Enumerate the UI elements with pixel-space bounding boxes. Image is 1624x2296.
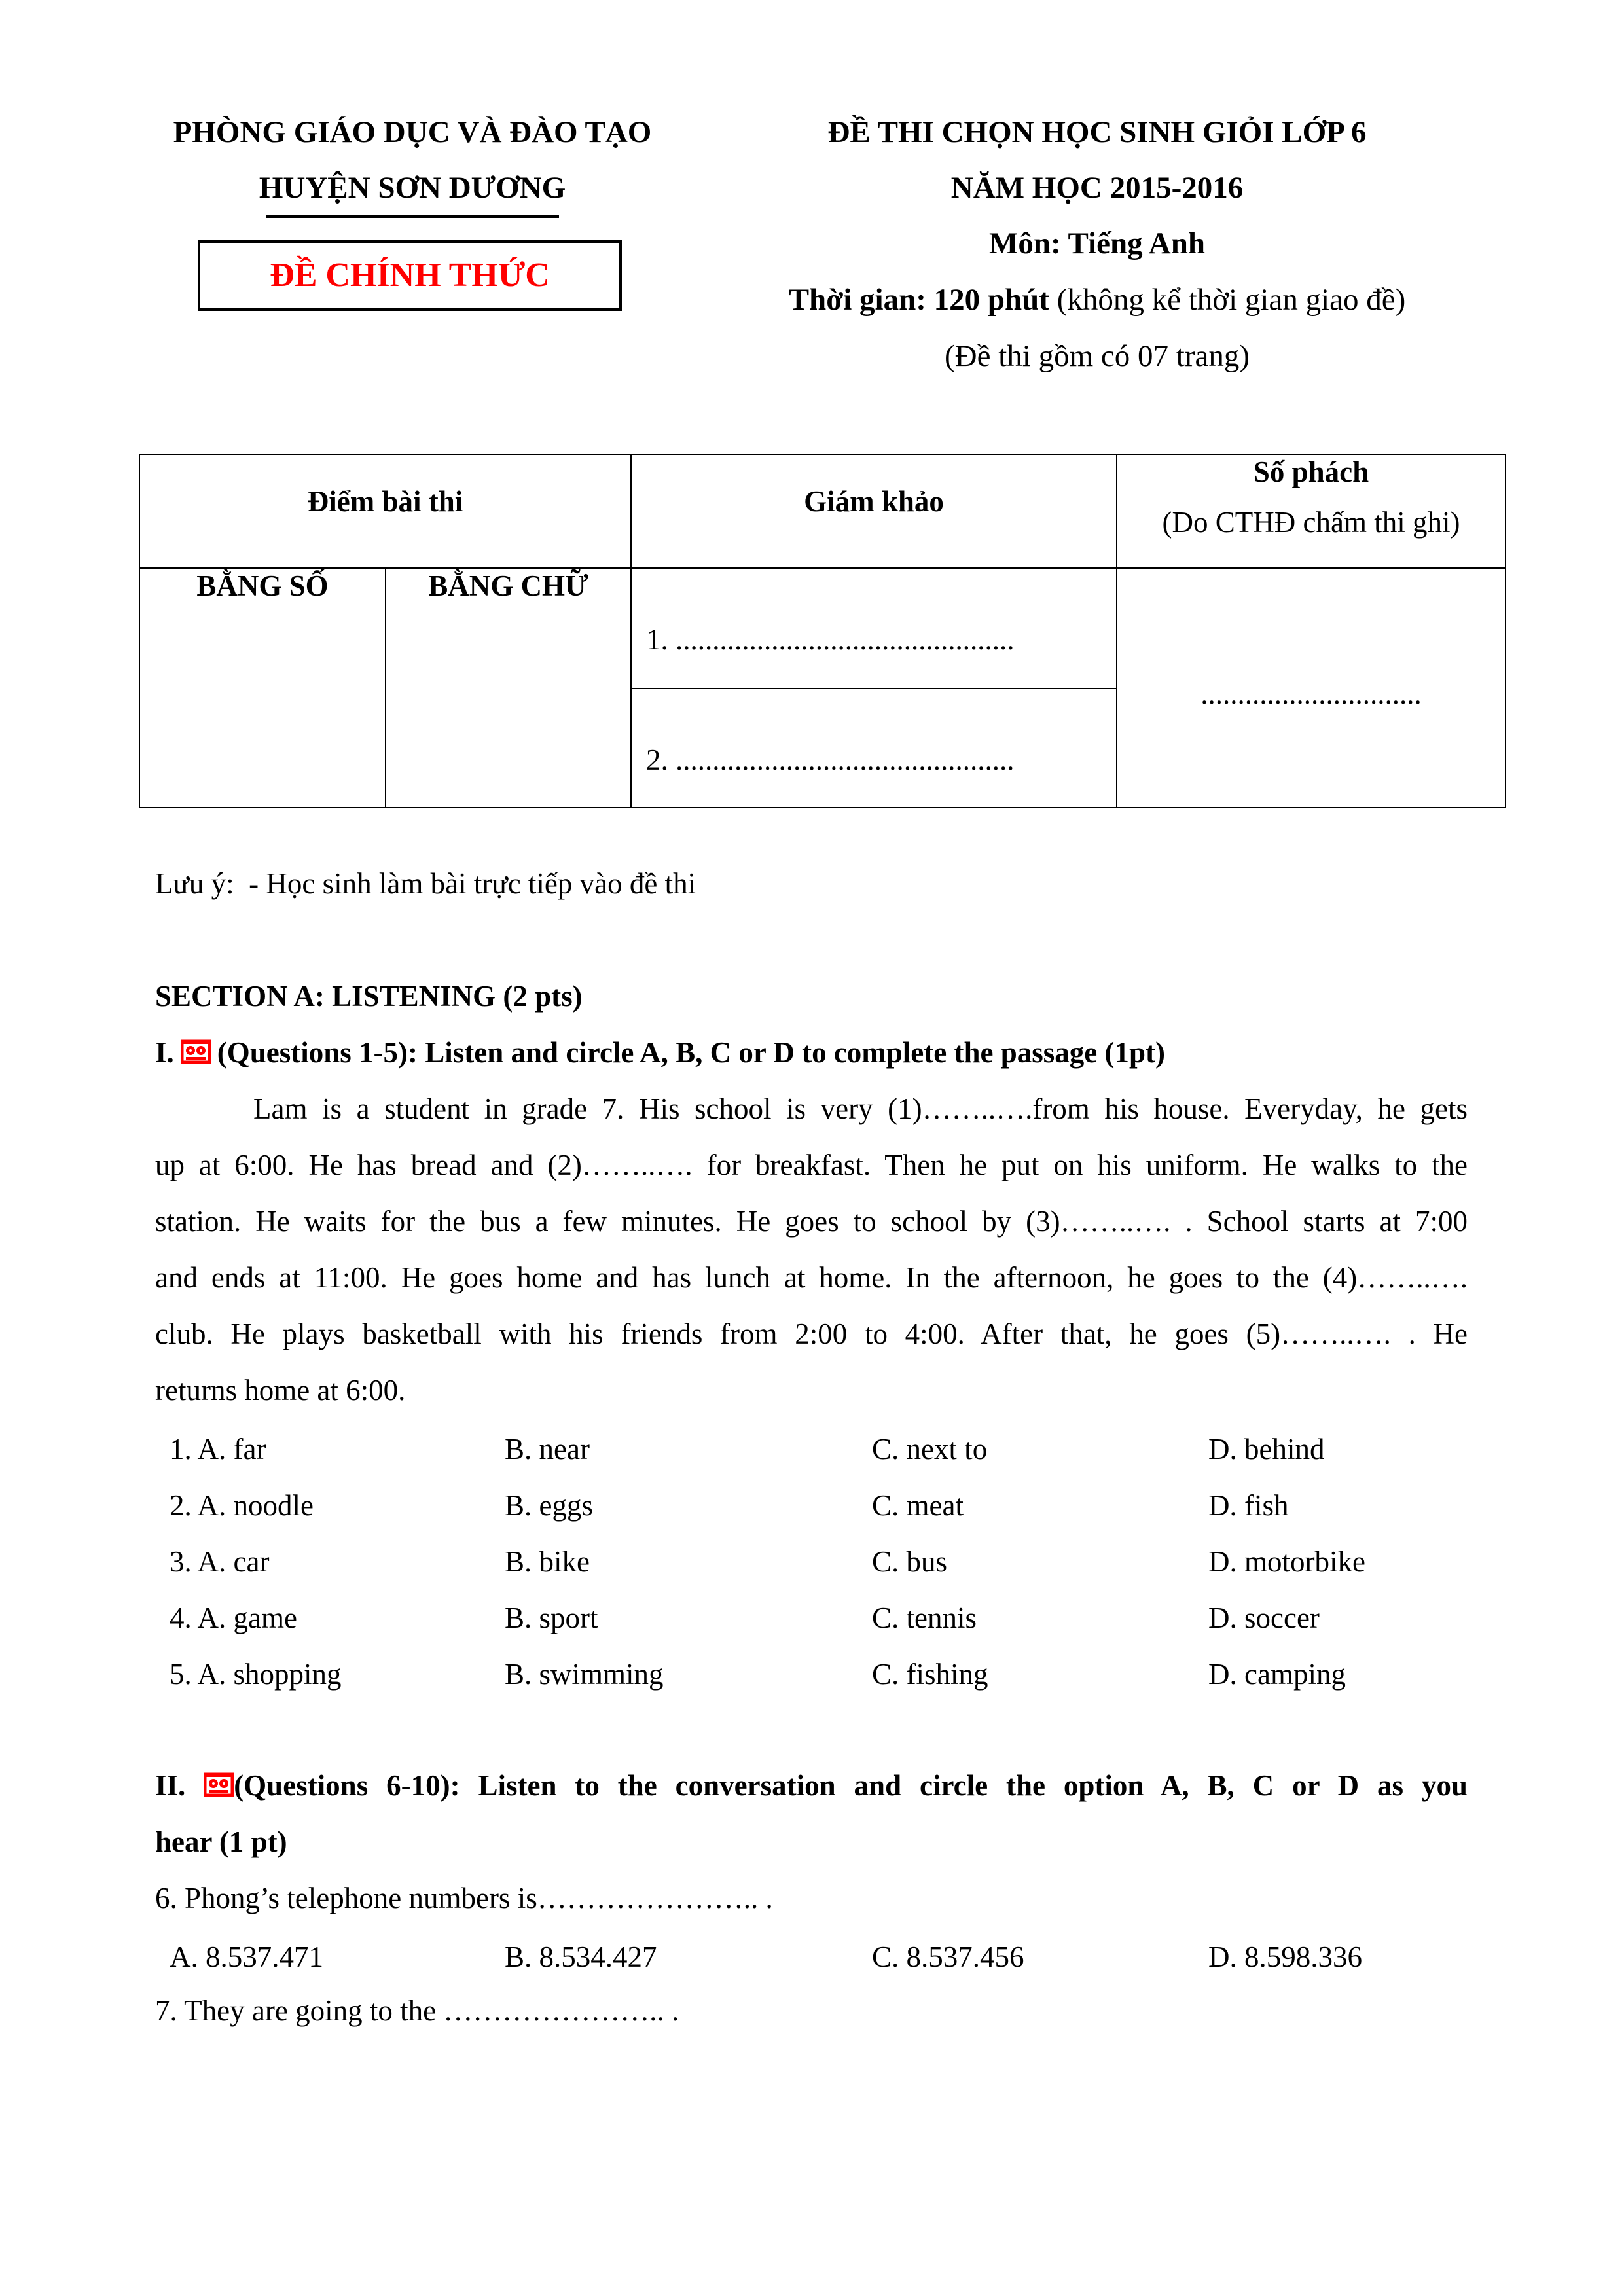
q6-option-d[interactable]: D. 8.598.336 <box>1208 1941 1362 1973</box>
official-stamp: ĐỀ CHÍNH THỨC <box>270 257 550 294</box>
q5-option-b[interactable]: B. swimming <box>505 1658 664 1691</box>
code-blank: .............................. <box>1200 677 1422 710</box>
score-header: Điểm bài thi <box>307 485 463 518</box>
q1-option-c[interactable]: C. next to <box>872 1433 988 1465</box>
q2-option-a[interactable]: 2. A. noodle <box>170 1489 314 1522</box>
note-text: - Học sinh làm bài trực tiếp vào đề thi <box>249 867 696 900</box>
exam-title: ĐỀ THI CHỌN HỌC SINH GIỎI LỚP 6 <box>827 115 1367 149</box>
examiner-1-row[interactable] <box>632 569 1116 689</box>
audio-cassette-icon <box>204 1772 234 1797</box>
time-label: Thời gian: 120 phút <box>788 283 1049 317</box>
q1-option-d[interactable]: D. behind <box>1208 1433 1325 1465</box>
section-a-title: SECTION A: LISTENING (2 pts) <box>155 980 583 1013</box>
q3-option-b[interactable]: B. bike <box>505 1545 590 1578</box>
part2-number: II. <box>155 1769 186 1802</box>
q5-option-d[interactable]: D. camping <box>1208 1658 1346 1691</box>
q4-option-a[interactable]: 4. A. game <box>170 1602 297 1634</box>
code-header-cell <box>1117 454 1506 568</box>
q2-option-d[interactable]: D. fish <box>1208 1489 1289 1522</box>
part2-instruction-line-2: hear (1 pt) <box>155 1825 287 1858</box>
examiner-header: Giám khảo <box>804 485 944 518</box>
examiner-header-cell <box>631 454 1117 568</box>
audio-cassette-icon <box>181 1039 211 1064</box>
examiner-cell <box>631 568 1117 808</box>
passage-line-1: Lam is a student in grade 7. His school is very (1)……..….from his house. Everyday, he gets <box>253 1092 1468 1125</box>
q5-option-c[interactable]: C. fishing <box>872 1658 988 1691</box>
code-cell[interactable] <box>1117 568 1506 808</box>
q3-option-d[interactable]: D. motorbike <box>1208 1545 1365 1578</box>
q2-option-c[interactable]: C. meat <box>872 1489 964 1522</box>
q4-option-b[interactable]: B. sport <box>505 1602 598 1634</box>
q2-option-b[interactable]: B. eggs <box>505 1489 593 1522</box>
part1-text: (Questions 1-5): Listen and circle A, B, C or D to complete the passage (1pt) <box>217 1036 1165 1069</box>
passage-line-3: station. He waits for the bus a few minutes. He goes to school by (3)……..…. . School starts at 7:00 <box>155 1205 1468 1238</box>
q1-option-b[interactable]: B. near <box>505 1433 590 1465</box>
q3-option-a[interactable]: 3. A. car <box>170 1545 270 1578</box>
q6-option-a[interactable]: A. 8.537.471 <box>170 1941 323 1973</box>
score-words-cell[interactable] <box>386 568 631 808</box>
score-number-label: BẰNG SỐ <box>196 569 329 602</box>
passage-line-2: up at 6:00. He has bread and (2)……..…. for breakfast. Then he put on his uniform. He walks to the <box>155 1149 1468 1181</box>
examiner-2-row[interactable] <box>632 689 1116 807</box>
part2-text: (Questions 6-10): Listen to the conversation and circle the option A, B, C or D as you <box>234 1769 1468 1802</box>
department-name: PHÒNG GIÁO DỤC VÀ ĐÀO TẠO <box>173 115 652 149</box>
time-note: (không kể thời gian giao đề) <box>1056 283 1406 317</box>
code-header: Số phách <box>1253 456 1369 488</box>
question-6: 6. Phong’s telephone numbers is………………….. . <box>155 1882 773 1914</box>
note <box>155 855 1468 912</box>
q4-option-d[interactable]: D. soccer <box>1208 1602 1320 1634</box>
score-header-cell <box>139 454 631 568</box>
page-count: (Đề thi gồm có 07 trang) <box>945 339 1250 373</box>
q6-option-b[interactable]: B. 8.534.427 <box>505 1941 657 1973</box>
school-year: NĂM HỌC 2015-2016 <box>950 171 1244 205</box>
q5-option-a[interactable]: 5. A. shopping <box>170 1658 342 1691</box>
q4-option-c[interactable]: C. tennis <box>872 1602 977 1634</box>
code-note: (Do CTHĐ chấm thi ghi) <box>1162 506 1460 539</box>
note-label: Lưu ý: <box>155 867 234 900</box>
official-stamp-box <box>198 240 622 311</box>
q1-option-a[interactable]: 1. A. far <box>170 1433 266 1465</box>
score-words-label: BẰNG CHỮ <box>428 569 588 602</box>
score-table <box>139 454 1506 808</box>
examiner-1: 1. .............................................. <box>646 623 1015 656</box>
passage-line-4: and ends at 11:00. He goes home and has lunch at home. In the afternoon, he goes to the (4)……..…. <box>155 1261 1468 1294</box>
examiner-2: 2. .............................................. <box>646 744 1015 776</box>
score-number-cell[interactable] <box>139 568 386 808</box>
question-7: 7. They are going to the ………………….. . <box>155 1994 679 2027</box>
q6-option-c[interactable]: C. 8.537.456 <box>872 1941 1024 1973</box>
part2-instruction-line-1 <box>155 1757 1468 1814</box>
passage-line-5: club. He plays basketball with his friends from 2:00 to 4:00. After that, he goes (5)……..…. . He <box>155 1318 1468 1350</box>
header-divider <box>266 215 559 218</box>
passage-line-6: returns home at 6:00. <box>155 1374 406 1407</box>
district-name: HUYỆN SƠN DƯƠNG <box>259 171 566 205</box>
subject: Môn: Tiếng Anh <box>989 226 1205 260</box>
part1-instruction <box>155 1024 1468 1081</box>
q3-option-c[interactable]: C. bus <box>872 1545 948 1578</box>
exam-time <box>789 282 1406 317</box>
part1-number: I. <box>155 1036 174 1069</box>
